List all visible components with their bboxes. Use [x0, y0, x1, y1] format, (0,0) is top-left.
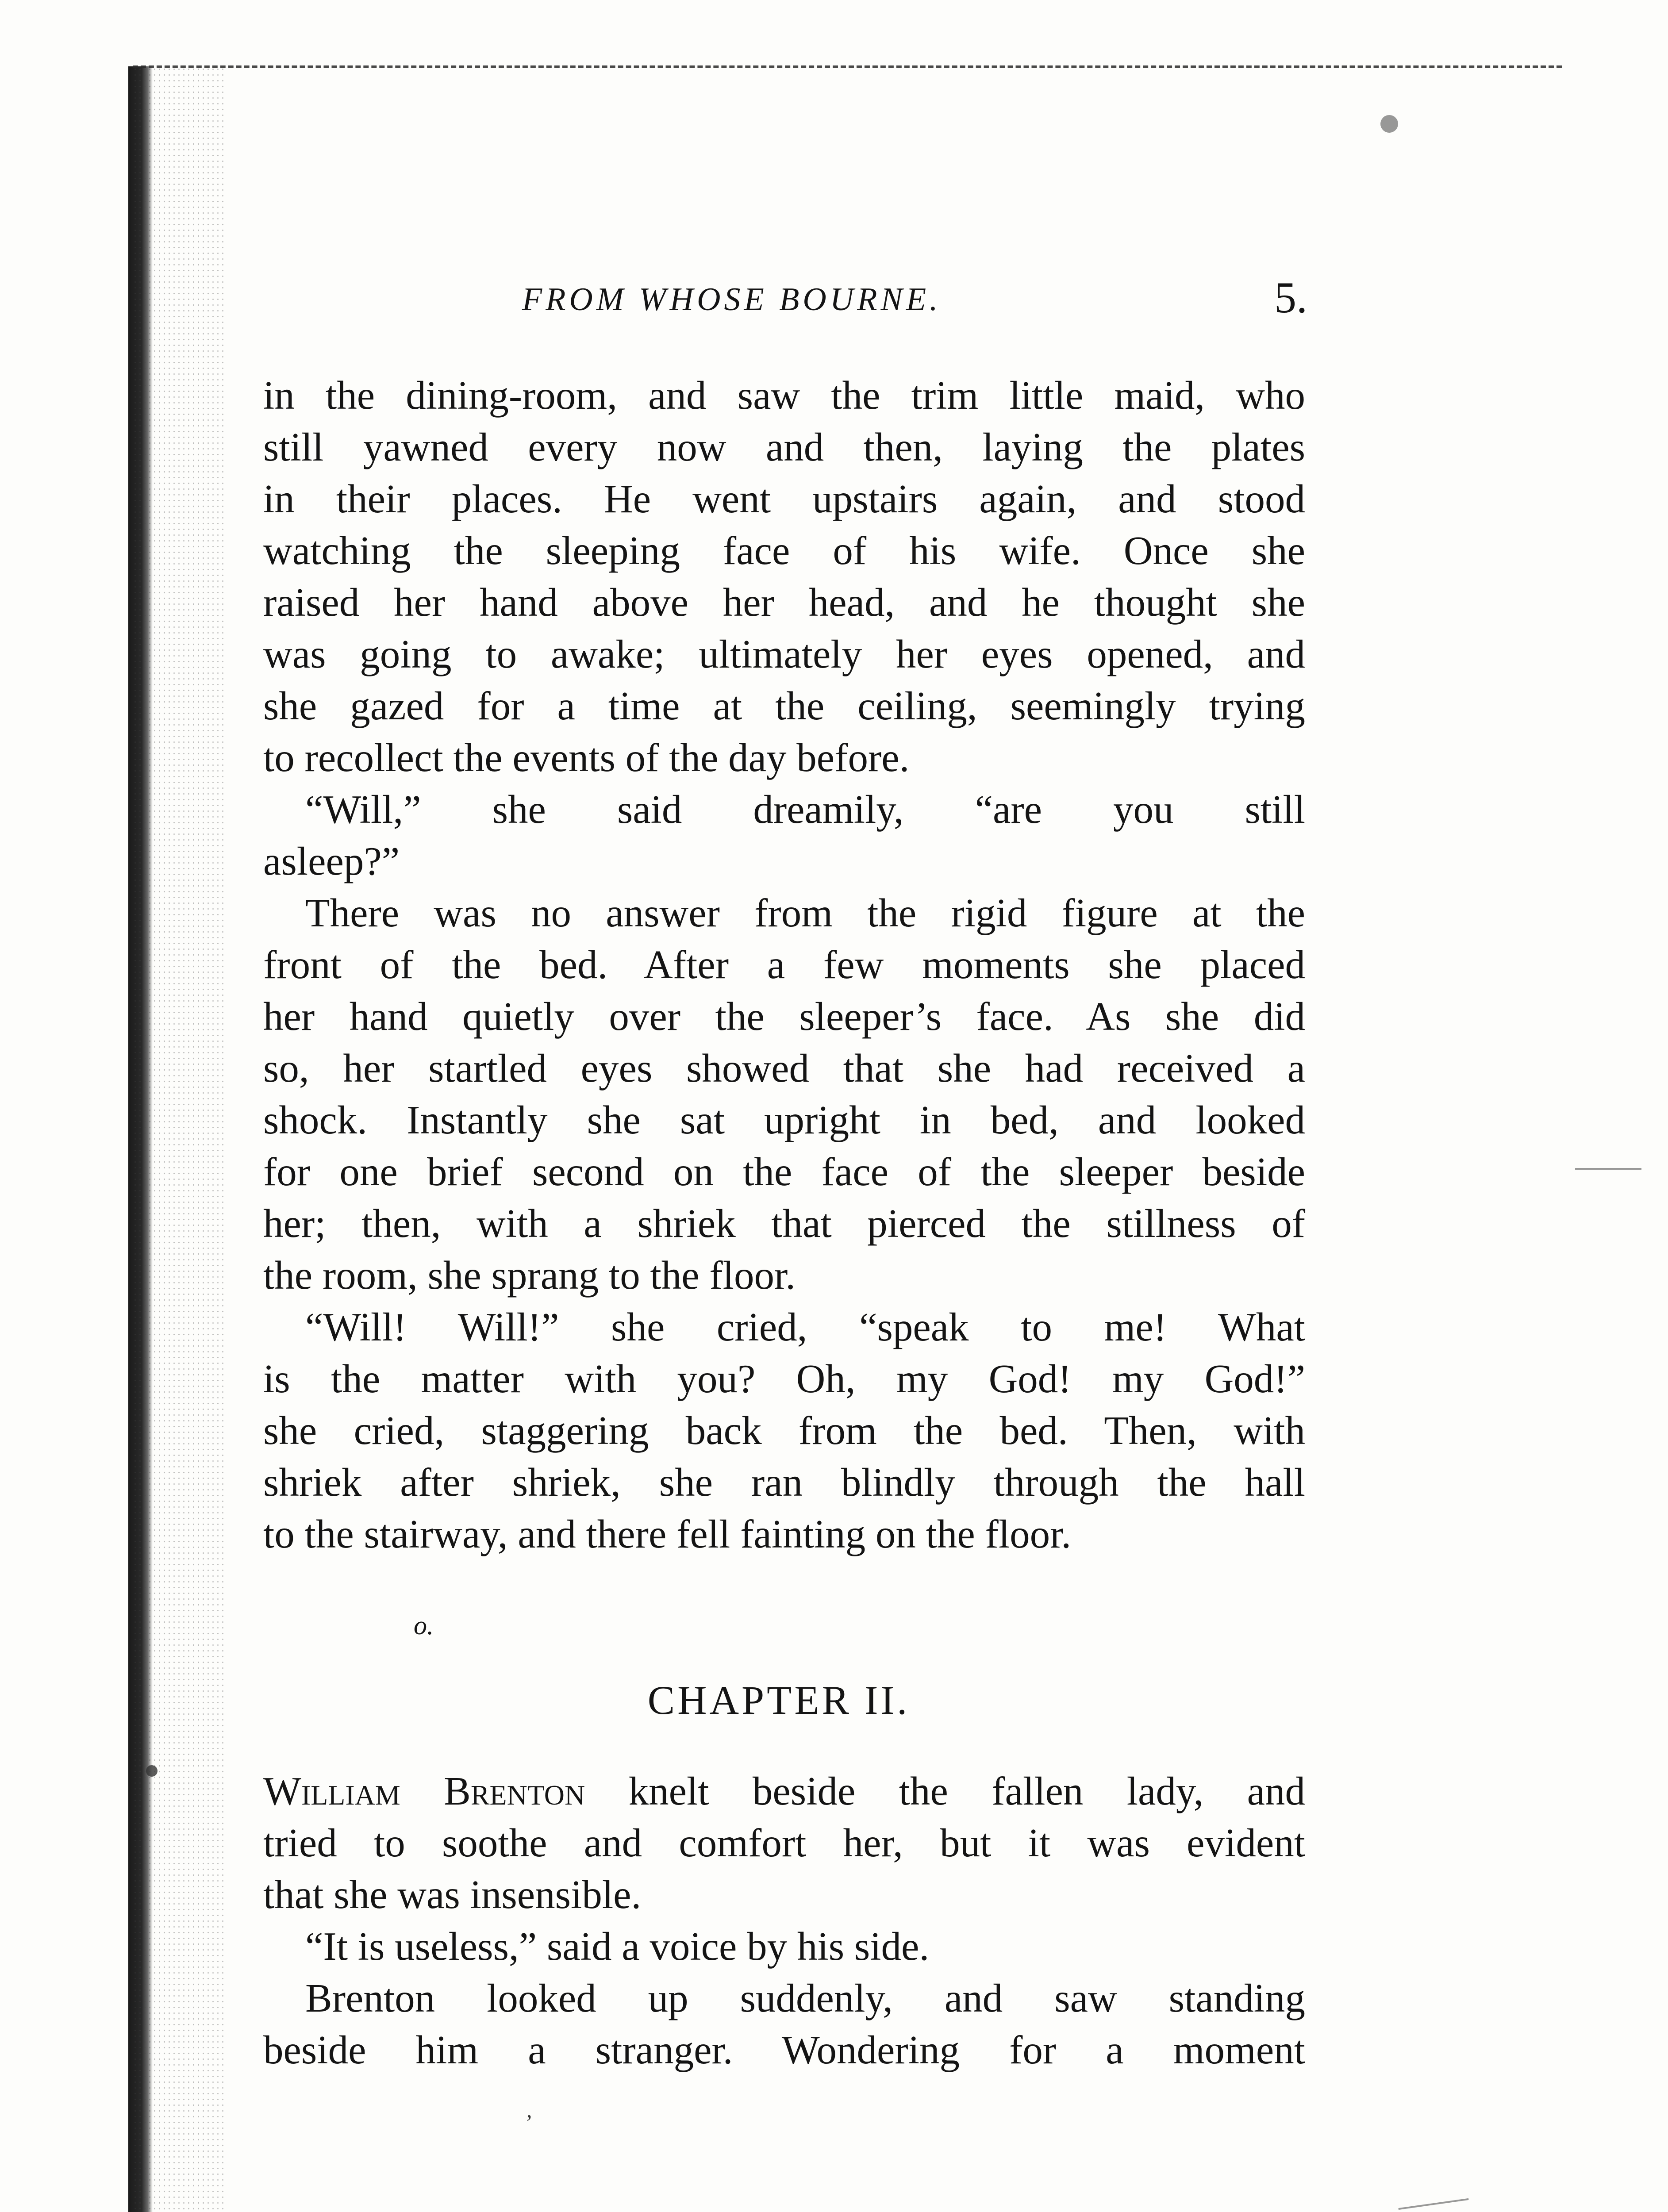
scan-speck: [1380, 115, 1398, 133]
chapter-heading: CHAPTER II.: [647, 1678, 910, 1723]
text-line: in the dining-room, and saw the trim little maid, who: [263, 373, 1305, 418]
text-line: in their places. He went upstairs again, and stood: [263, 476, 1305, 521]
text-line: the room, she sprang to the floor.: [263, 1253, 796, 1298]
text-line: “It is useless,” said a voice by his side.: [305, 1924, 930, 1969]
text-line: “Will,” she said dreamily, “are you still: [305, 787, 1305, 832]
text-line-rest: knelt beside the fallen lady, and: [628, 1769, 1305, 1813]
text-line: that she was insensible.: [263, 1872, 642, 1917]
text-line: still yawned every now and then, laying the plates: [263, 425, 1305, 469]
text-line: to recollect the events of the day before.: [263, 735, 910, 780]
text-line: is the matter with you? Oh, my God! my God!”: [263, 1356, 1305, 1401]
text-line: asleep?”: [263, 839, 400, 883]
text-line: for one brief second on the face of the sleeper beside: [263, 1149, 1305, 1194]
chapter-text: [263, 1765, 1305, 2076]
text-line: tried to soothe and comfort her, but it was evident: [263, 1820, 1305, 1865]
ornament-mark: o.: [414, 1611, 434, 1640]
text-line: Brenton looked up suddenly, and saw standing: [305, 1976, 1305, 2020]
text-line: beside him a stranger. Wondering for a moment: [263, 2028, 1305, 2072]
page-number: 5.: [1274, 273, 1307, 322]
text-line: to the stairway, and there fell fainting on the floor.: [263, 1512, 1072, 1556]
text-line: “Will! Will!” she cried, “speak to me! What: [305, 1305, 1305, 1349]
scan-speck: ,: [527, 2097, 532, 2122]
body-text: [263, 369, 1305, 1560]
text-line: was going to awake; ultimately her eyes opened, and: [263, 632, 1305, 676]
scan-speck: [1575, 1168, 1641, 1170]
text-line: front of the bed. After a few moments she placed: [263, 942, 1305, 987]
top-edge-rule: [133, 65, 1562, 68]
text-line: raised her hand above her head, and he thought she: [263, 580, 1305, 625]
character-name: William Brenton: [263, 1769, 585, 1813]
scan-speck: [1399, 2198, 1469, 2210]
text-line-first: [263, 1765, 1305, 1817]
text-line: so, her startled eyes showed that she had received a: [263, 1046, 1305, 1091]
running-head: FROM WHOSE BOURNE.: [522, 281, 942, 318]
text-line: watching the sleeping face of his wife. Once she: [263, 528, 1305, 573]
text-line: she cried, staggering back from the bed. Then, with: [263, 1408, 1305, 1453]
text-line: There was no answer from the rigid figure at the: [305, 891, 1305, 935]
text-line: her; then, with a shriek that pierced the stillness of: [263, 1201, 1305, 1246]
text-line: she gazed for a time at the ceiling, seemingly trying: [263, 684, 1305, 728]
scan-speck: [146, 1765, 158, 1777]
gutter-speckle: [133, 66, 226, 2212]
text-line: shock. Instantly she sat upright in bed, and looked: [263, 1098, 1305, 1142]
text-line: shriek after shriek, she ran blindly through the hall: [263, 1460, 1305, 1505]
text-line: her hand quietly over the sleeper’s face. As she did: [263, 994, 1305, 1039]
